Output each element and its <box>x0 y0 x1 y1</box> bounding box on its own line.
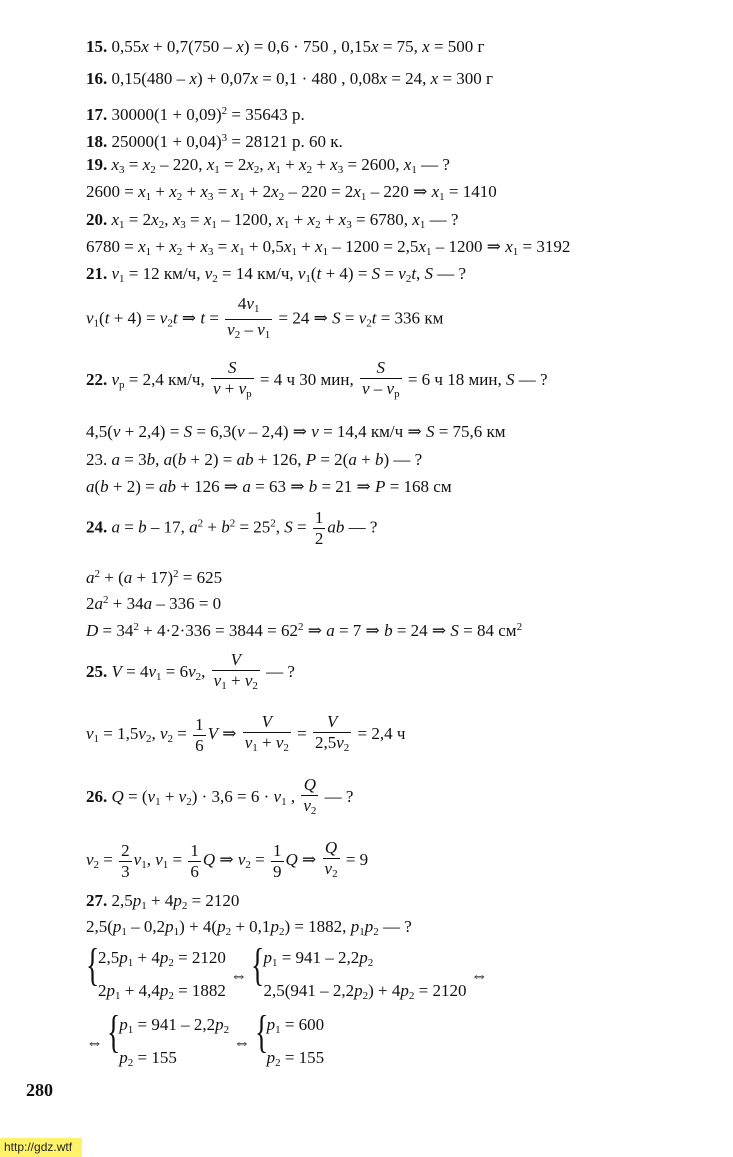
problem-19: 19. $x_3 = x_2 - 220$, $x_1 = 2x_2$, $x_1 + x_2 + x_3 = 2600$, $x_1$ — ? <box>86 155 450 176</box>
problem-27-given: $2,5(p_1 - 0,2p_1) + 4(p_2 + 0,1p_2) = 1882$, $p_1p_2$ — ? <box>86 917 412 938</box>
problem-24: 24. a = b – 17, $a^2 + b^2 = 25^2$, S = $\frac{1}{2}$ ab — ? <box>86 508 378 548</box>
problem-15: 15. 0,55x + 0,7(750 – x) = 0,6 · 750 , 0,15x = 75, x = 500 г <box>86 37 485 56</box>
problem-22: 22. $v_р = 2,4$ км/ч, S $v + v_р$ = 4 ч 30 мин, S v – $v_р$ = 6 ч 18 мин, S — ? <box>86 358 548 400</box>
problem-24-step2: $2a^2 + 34a - 336 = 0$ <box>86 594 222 613</box>
problem-18: 18. $25000(1 + 0,04)^3 = 28121$ р. 60 к. <box>86 132 343 151</box>
problem-25: 25. $V = 4v_1 = 6v_2$, $\frac{V}{v_1 + v_2}$ — ? <box>86 650 295 692</box>
problem-17: 17. $30000(1 + 0,09)^2 = 35643$ р. <box>86 105 305 124</box>
problem-24-step3: $D = 34^2 + 4\cdot 2\cdot 336 = 3844 = 62^2$ ⇒ a = 7 ⇒ b = 24 ⇒ S = 84 $см^2$ <box>86 621 523 640</box>
problem-23: 23. a = 3b, a(b + 2) = ab + 126, P = 2(a + b) — ? <box>86 450 423 469</box>
page-number: 280 <box>26 1080 53 1100</box>
problem-25-solution: $v_1 = 1,5v_2$, $v_2$ = $\frac{1}{6}$ V ⇒ $\frac{V}{v_1 + v_2}$ = $\frac{V}{2,5v_2}$ = 2,4 ч <box>86 712 406 755</box>
problem-21-solution: $v_1(t + 4) = v_2t$ ⇒ t = $\frac{4v_1}{v_2 - v_1}$ = 24 ⇒ $S = v_2t = 336$ км <box>86 294 444 341</box>
problem-16: 16. 0,15(480 – x) + 0,07x = 0,1 · 480 , 0,08x = 24, x = 300 г <box>86 69 494 88</box>
problem-27: 27. $2,5p_1 + 4p_2 = 2120$ <box>86 891 240 912</box>
problem-27-system2: ⇔ { $p_1 = 941 - 2,2p_2$ $p_2 = 155$ ⇔ { $p_1 = 600$ $p_2 = 155$ <box>86 1006 325 1069</box>
problem-26: 26. $Q = (v_1 + v_2) \cdot 3,6 = 6 \cdot v_1$ , $\frac{Q}{v_2}$ — ? <box>86 775 354 817</box>
problem-27-system1: { $2,5p_1 + 4p_2 = 2120$ $2p_1 + 4,4p_2 = 1882$ ⇔ { $p_1 = 941 - 2,2p_2$ $2,5(941 - 2,2p_2) + 4p_2 = 2120$ ⇔ <box>86 939 488 1002</box>
problem-19-solution: $2600 = x_1 + x_2 + x_3 = x_1 + 2x_2 - 220 = 2x_1 - 220$ ⇒ $x_1 = 1410$ <box>86 182 497 203</box>
problem-20-solution: $6780 = x_1 + x_2 + x_3 = x_1 + 0,5x_1 + x_1 - 1200 = 2,5x_1 - 1200$ ⇒ $x_1 = 3192$ <box>86 237 571 258</box>
problem-23-solution: a(b + 2) = ab + 126 ⇒ a = 63 ⇒ b = 21 ⇒ P = 168 см <box>86 477 452 496</box>
watermark-link[interactable]: http://gdz.wtf <box>0 1138 82 1157</box>
problem-21: 21. $v_1 = 12$ км/ч, $v_2 = 14$ км/ч, $v_1(t + 4) = S = v_2t$, S — ? <box>86 264 467 285</box>
problem-26-solution: $v_2$ = $\frac{2}{3}$ $v_1$, $v_1$ = $\frac{1}{6}$ Q ⇒ $v_2$ = $\frac{1}{9}$ Q ⇒ $\frac{Q}{v_2}$ = 9 <box>86 838 369 881</box>
problem-20: 20. $x_1 = 2x_2$, $x_3 = x_1 - 1200$, $x_1 + x_2 + x_3 = 6780$, $x_1$ — ? <box>86 210 459 231</box>
problem-24-step1: $a^2 + (a + 17)^2 = 625$ <box>86 568 223 587</box>
problem-22-solution: 4,5(v + 2,4) = S = 6,3(v – 2,4) ⇒ v = 14,4 км/ч ⇒ S = 75,6 км <box>86 422 506 441</box>
